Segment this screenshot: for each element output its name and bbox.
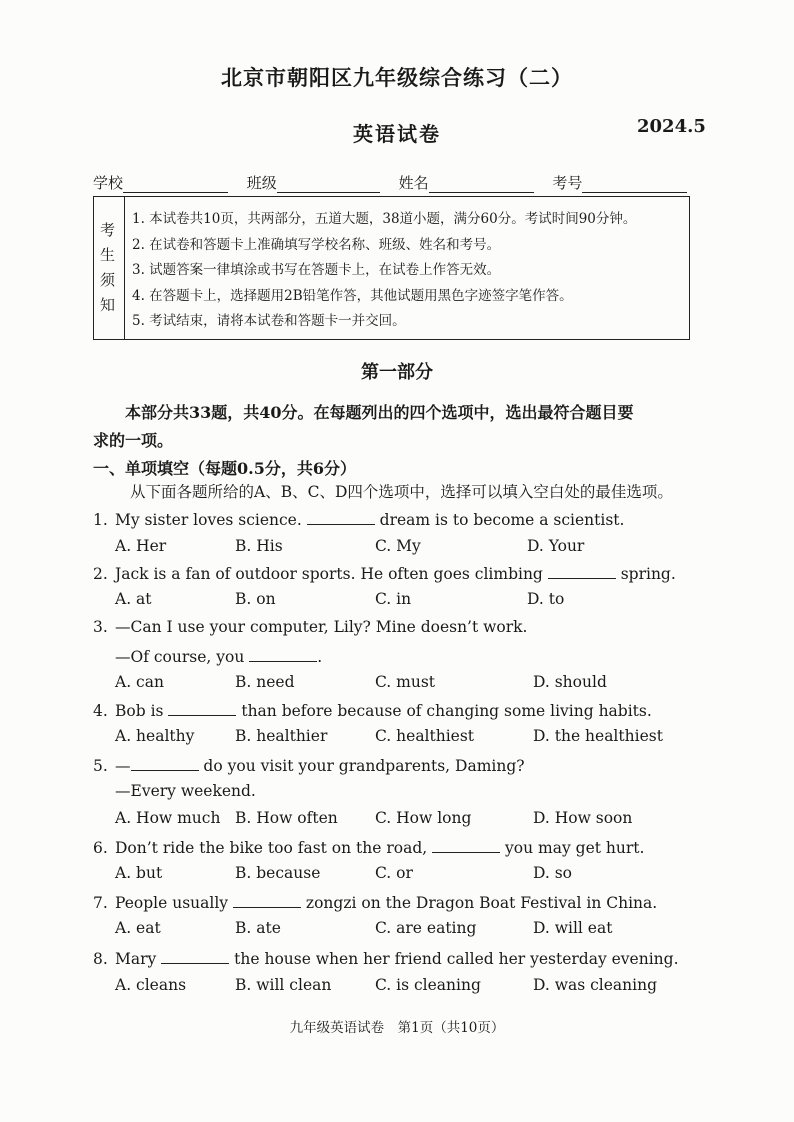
option-a: A. cleans (115, 976, 187, 994)
option-b: B. need (235, 673, 295, 691)
section-heading: 一、单项填空（每题0.5分，共6分） (93, 459, 356, 478)
options-row (115, 727, 675, 749)
options-row (115, 976, 675, 998)
option-c: C. must (375, 673, 436, 691)
exam-title: 北京市朝阳区九年级综合练习（二） (221, 65, 573, 90)
name-label: 姓名 (398, 174, 429, 192)
notice-item: 1. 本试卷共10页，共两部分，五道大题，38道小题，满分60分。考试时间90分钟。 (132, 211, 637, 227)
options-row (115, 537, 675, 559)
notice-item: 4. 在答题卡上，选择题用2B铅笔作答，其他试题用黑色字迹签字笔作答。 (132, 287, 573, 304)
option-d: D. was cleaning (533, 976, 658, 994)
question-number: 6. (93, 839, 108, 857)
question-text: Jack is a fan of outdoor sports. He often goes climbing (115, 565, 548, 583)
options-row (115, 809, 675, 831)
question-number: 8. (93, 950, 108, 968)
option-b: B. because (235, 864, 321, 882)
school-blank (123, 176, 228, 193)
question-text: Mary (115, 950, 162, 968)
class-label: 班级 (246, 174, 277, 192)
page-footer: 九年级英语试卷 第1页（共10页） (289, 1020, 505, 1036)
option-d: D. should (533, 673, 607, 691)
question-number: 3. (93, 618, 108, 636)
option-c: C. My (375, 537, 421, 555)
option-d: D. to (527, 590, 565, 608)
id-blank (582, 176, 687, 193)
options-row (115, 919, 675, 941)
question-text: — (115, 757, 131, 775)
answer-blank (161, 948, 229, 964)
options-row (115, 673, 675, 695)
option-c: C. or (375, 864, 413, 882)
option-b: B. ate (235, 919, 281, 937)
question-text: dream is to become a scientist. (374, 511, 625, 529)
question-number: 7. (93, 894, 108, 912)
option-b: B. on (235, 590, 276, 608)
question-text: My sister loves science. (115, 511, 307, 529)
options-row (115, 864, 675, 886)
school-label: 学校 (93, 174, 124, 192)
notice-item: 3. 试题答案一律填涂或书写在答题卡上，在试卷上作答无效。 (132, 262, 501, 278)
option-d: D. will eat (533, 919, 613, 937)
question-text: you may get hurt. (500, 839, 645, 857)
option-b: B. How often (235, 809, 338, 827)
option-a: A. Her (115, 537, 167, 555)
option-a: A. at (115, 590, 152, 608)
option-c: C. is cleaning (375, 976, 481, 994)
answer-blank (249, 646, 317, 662)
option-c: C. are eating (375, 919, 477, 937)
subject-title: 英语试卷 (353, 122, 441, 146)
option-a: A. but (115, 864, 163, 882)
answer-blank (168, 700, 236, 716)
answer-blank (548, 563, 616, 579)
question-5-reply (115, 782, 256, 800)
question-text: Don’t ride the bike too fast on the road, (115, 839, 433, 857)
notice-list (132, 207, 636, 335)
name-blank (429, 176, 534, 193)
answer-blank (131, 755, 199, 771)
question-text: than before because of changing some living habits. (236, 702, 652, 720)
notice-item: 2. 在试卷和答题卡上准确填写学校名称、班级、姓名和考号。 (132, 236, 501, 253)
candidate-notice-box (93, 196, 690, 340)
option-d: D. How soon (533, 809, 633, 827)
option-c: C. How long (375, 809, 472, 827)
option-d: D. Your (527, 537, 585, 555)
question-5 (93, 755, 525, 775)
part-title: 第一部分 (361, 362, 433, 383)
option-a: A. can (115, 673, 164, 691)
id-label: 考号 (552, 174, 583, 192)
question-7 (93, 892, 657, 912)
notice-side-char: 须 (100, 271, 116, 289)
exam-date: 2024.5 (637, 116, 706, 137)
option-b: B. will clean (235, 976, 332, 994)
question-1 (93, 509, 624, 529)
question-4 (93, 700, 652, 720)
question-number: 5. (93, 757, 108, 775)
part-intro-line1: 本部分共33题，共40分。在每题列出的四个选项中，选出最符合题目要 (125, 403, 634, 422)
options-row (115, 590, 675, 612)
question-text: People usually (115, 894, 233, 912)
question-number: 4. (93, 702, 108, 720)
question-text: —Every weekend. (115, 782, 256, 800)
question-8 (93, 948, 679, 968)
question-text: —Can I use your computer, Lily? Mine doesn’t work. (115, 618, 528, 636)
notice-side-char: 知 (100, 296, 116, 314)
question-2 (93, 563, 676, 583)
option-d: D. the healthiest (533, 727, 663, 745)
student-info-line (93, 172, 693, 193)
answer-blank (432, 837, 500, 853)
question-text: . (317, 648, 323, 666)
question-text: the house when her friend called her yesterday evening. (229, 950, 679, 968)
option-b: B. His (235, 537, 283, 555)
option-c: C. healthiest (375, 727, 475, 745)
option-a: A. healthy (115, 727, 195, 745)
question-text: —Of course, you (115, 648, 250, 666)
question-3-reply (115, 646, 322, 666)
section-directions: 从下面各题所给的A、B、C、D四个选项中，选择可以填入空白处的最佳选项。 (130, 483, 673, 501)
question-6 (93, 837, 644, 857)
notice-item: 5. 考试结束，请将本试卷和答题卡一并交回。 (132, 313, 406, 329)
option-d: D. so (533, 864, 573, 882)
option-c: C. in (375, 590, 412, 608)
answer-blank (233, 892, 301, 908)
question-number: 1. (93, 511, 108, 529)
answer-blank (307, 509, 375, 525)
question-3 (93, 618, 527, 636)
option-a: A. How much (115, 809, 221, 827)
class-blank (277, 176, 380, 193)
part-intro-line2: 求的一项。 (93, 431, 174, 450)
question-text: Bob is (115, 702, 169, 720)
question-text: zongzi on the Dragon Boat Festival in China. (300, 894, 658, 912)
question-number: 2. (93, 565, 108, 583)
question-text: do you visit your grandparents, Daming? (198, 757, 525, 775)
option-a: A. eat (115, 919, 161, 937)
option-b: B. healthier (235, 727, 328, 745)
notice-side-char: 生 (100, 246, 116, 264)
notice-side-label (94, 197, 125, 339)
notice-side-char: 考 (100, 221, 116, 239)
question-text: spring. (615, 565, 676, 583)
